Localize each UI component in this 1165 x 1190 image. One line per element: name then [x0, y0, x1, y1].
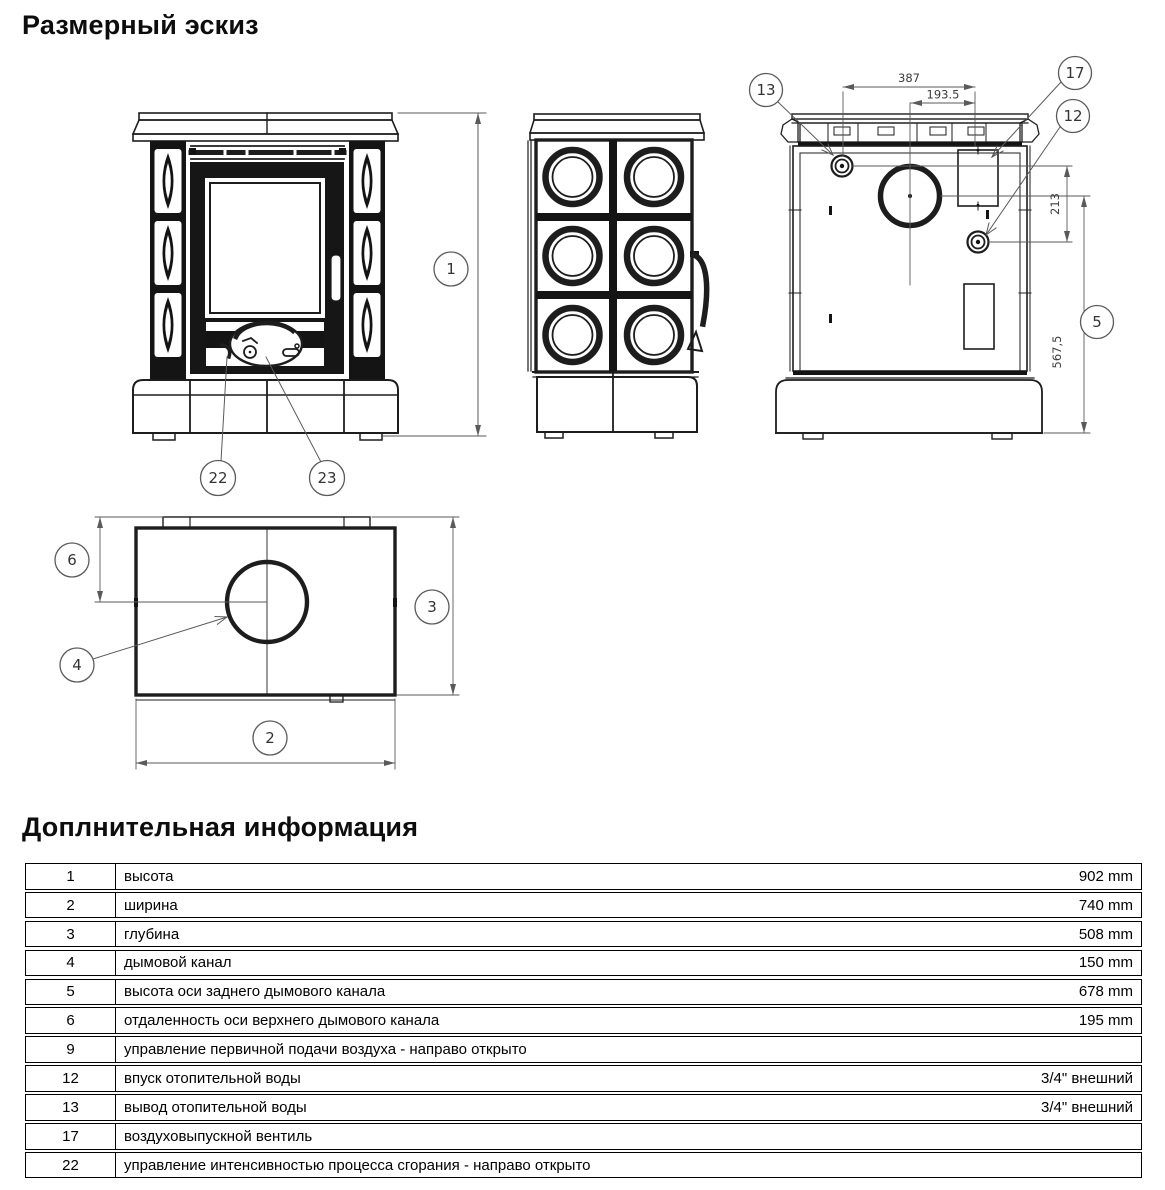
row-number: 4	[26, 951, 116, 976]
callout-23-label: 23	[317, 469, 337, 487]
row-number: 12	[26, 1066, 116, 1091]
callout-1-label: 1	[446, 260, 456, 278]
section-title-dimensional-sketch: Размерный эскиз	[22, 10, 259, 40]
row-value: 150 mm	[1078, 954, 1133, 972]
row-number: 9	[26, 1037, 116, 1062]
row-number: 1	[26, 864, 116, 889]
row-description: глубина	[124, 925, 180, 943]
row-description: дымовой канал	[124, 954, 232, 972]
row-description: высота оси заднего дымового канала	[124, 983, 386, 1001]
row-number: 5	[26, 980, 116, 1005]
callout-6	[55, 543, 89, 577]
row-number: 22	[26, 1153, 116, 1178]
dim-label-193-5: 193.5	[926, 87, 960, 102]
callout-6-label: 6	[67, 551, 77, 569]
table-row	[25, 1094, 1142, 1121]
callout-2-label: 2	[265, 729, 275, 747]
row-value: 508 mm	[1078, 925, 1133, 943]
row-value: 678 mm	[1078, 983, 1133, 1001]
row-value: 3/4" внешний	[1040, 1098, 1133, 1116]
table-row	[25, 921, 1142, 948]
side-view	[528, 114, 707, 438]
callout-1	[434, 252, 468, 286]
row-number: 13	[26, 1095, 116, 1120]
grille-band	[189, 146, 346, 159]
table-row	[25, 950, 1142, 977]
row-number: 3	[26, 922, 116, 947]
table-row	[25, 1065, 1142, 1092]
door-emblem	[230, 322, 302, 366]
rear-view	[776, 114, 1042, 439]
row-description: впуск отопительной воды	[124, 1069, 301, 1087]
row-description: вывод отопительной воды	[124, 1098, 307, 1116]
callout-22-label: 22	[208, 469, 228, 487]
table-row	[25, 1036, 1142, 1063]
row-description: управление интенсивностью процесса сгорания - направо открыто	[124, 1156, 591, 1174]
air-vent-valve	[958, 150, 998, 206]
dim-label-387: 387	[898, 71, 920, 85]
row-description: воздуховыпускной вентиль	[124, 1127, 313, 1145]
callout-3-label: 3	[427, 598, 437, 616]
callout-12	[986, 100, 1090, 236]
row-description: отдаленность оси верхнего дымового канала	[124, 1012, 440, 1030]
row-value: 902 mm	[1078, 867, 1133, 885]
row-number: 17	[26, 1124, 116, 1149]
dim-label-213: 213	[1048, 193, 1062, 215]
callout-5	[1081, 306, 1114, 339]
callout-4-label: 4	[72, 656, 82, 674]
table-row	[25, 979, 1142, 1006]
water-outlet-fitting	[832, 156, 853, 177]
table-row	[25, 1123, 1142, 1150]
callout-3	[415, 590, 449, 624]
row-description: ширина	[124, 896, 178, 914]
info-table	[25, 863, 1142, 1181]
table-row	[25, 863, 1142, 890]
row-number: 2	[26, 893, 116, 918]
table-row	[25, 1007, 1142, 1034]
table-row	[25, 1152, 1142, 1179]
callout-17-label: 17	[1065, 64, 1085, 82]
row-value: 3/4" внешний	[1040, 1069, 1133, 1087]
row-description: высота	[124, 867, 174, 885]
section-title-additional-info: Доплнительная информация	[22, 812, 419, 842]
callout-12-label: 12	[1063, 107, 1083, 125]
front-view	[133, 113, 398, 440]
callout-13-label: 13	[756, 81, 776, 99]
top-view	[134, 517, 397, 702]
dim-label-567-5: 567,5	[1050, 335, 1064, 369]
door-handle	[331, 255, 341, 301]
table-row	[25, 892, 1142, 919]
row-number: 6	[26, 1008, 116, 1033]
row-description: управление первичной подачи воздуха - направо открыто	[124, 1041, 527, 1059]
row-value: 740 mm	[1078, 896, 1133, 914]
callout-5-label: 5	[1092, 313, 1102, 331]
water-inlet-fitting	[968, 232, 989, 253]
row-value: 195 mm	[1078, 1012, 1133, 1030]
callout-2	[253, 721, 287, 755]
